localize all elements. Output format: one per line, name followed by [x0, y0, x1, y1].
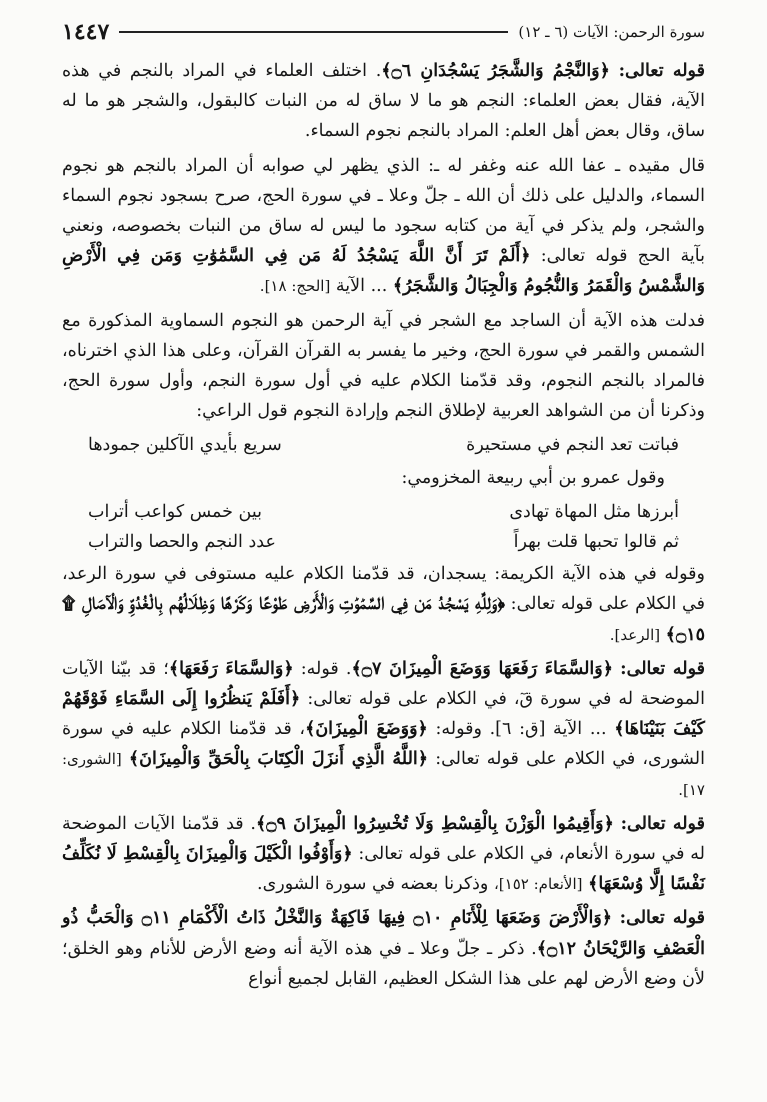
paragraph-4 — [62, 559, 705, 650]
verse-first-hemistich: فباتت تعد النجم في مستحيرة — [466, 435, 679, 456]
verse-first-hemistich: أبرزها مثل المهاة تهادى — [509, 501, 679, 522]
paragraph-text: فدلت هذه الآية أن الساجد مع الشجر في آية الرحمن هو النجوم السماوية المذكورة مع الشمس والقمر في سورة الحج، وخير ما يفسر به القرآن القرآن، وعلى هذا الذي اخترناه، فالمراد بالنجم النجوم، وقد قدّمنا الكلام عليه في أول سورة النجم، وأول سورة الحج، وذكرنا أن من الشواهد العربية لإطلاق النجم وإرادة النجوم قول الراعي: — [62, 310, 705, 422]
ayah-reference: [الحج: ١٨]. — [259, 277, 331, 296]
quran-quote: ﴿وَلِلَّهِ يَسْجُدُ مَن فِي السَّمَٰوَٰتِ وَالْأَرْضِ طَوْعًا وَكَرْهًا وَظِلَالُهُم بِالْغُدُوِّ وَالْآصَالِ ۩ ۝١٥﴾ — [62, 594, 705, 645]
page-number: ١٤٤٧ — [62, 19, 110, 45]
quran-quote: ﴿وَالنَّجْمُ وَالشَّجَرُ يَسْجُدَانِ ۝٦﴾ — [381, 61, 610, 81]
paragraph-text: ؛ قد بيّنا الآيات الموضحة له في سورة قٓ، في الكلام على قوله تعالى: — [62, 658, 705, 710]
quran-quote: ﴿أَفَلَمْ يَنظُرُوا إِلَى السَّمَاءِ فَوْقَهُمْ كَيْفَ بَنَيْنَاهَا﴾ — [62, 689, 705, 740]
paragraph-6 — [62, 809, 705, 900]
ayah-reference: [الأنعام: ١٥٢]، — [493, 875, 583, 894]
paragraph-text: وذكرنا بعضه في سورة الشورى. — [257, 874, 489, 895]
poem-umar-ibn-abi-rabia — [62, 497, 705, 557]
poet-intro-line: وقول عمرو بن أبي ربيعة المخزومي: — [401, 467, 665, 488]
quran-quote: ﴿اللَّهُ الَّذِي أَنزَلَ الْكِتَابَ بِالْحَقِّ وَالْمِيزَانَ﴾ — [128, 749, 429, 770]
ayah-reference: [الرعد]. — [609, 625, 661, 644]
paragraph-5 — [62, 654, 705, 805]
paragraph-text: ... الآية [ق: ٦]. وقوله: — [435, 719, 607, 740]
paragraph-text: . قد قدّمنا الآيات الموضحة له في سورة الأنعام، في الكلام على قوله تعالى: — [62, 813, 705, 865]
quran-quote: ﴿وَأَوْفُوا الْكَيْلَ وَالْمِيزَانَ بِالْقِسْطِ لَا نُكَلِّفُ نَفْسًا إِلَّا وُسْعَهَا﴾ — [62, 844, 705, 895]
paragraph-text: وقوله في هذه الآية الكريمة: يسجدان، قد قدّمنا الكلام عليه مستوفى في سورة الرعد، في الكلام على قوله تعالى: — [62, 564, 705, 615]
quran-quote: ﴿وَالسَّمَاءَ رَفَعَهَا وَوَضَعَ الْمِيزَانَ ۝٧﴾ — [351, 658, 613, 679]
lemma-label: قوله تعالى: — [619, 908, 705, 929]
paragraph-text: . اختلف العلماء في المراد بالنجم في هذه الآية، فقال بعض العلماء: النجم هو ما لا ساق له من النبات كالبقول، والشجر هو ما له ساق، وقال بعض أهل العلم: المراد بالنجم نجوم السماء. — [62, 61, 705, 142]
verse-first-hemistich: ثم قالوا تحبها قلت بهراً — [513, 532, 679, 553]
paragraph-7 — [62, 903, 705, 994]
poem-al-rai — [62, 430, 705, 460]
page-body — [62, 56, 705, 994]
poem-verse — [62, 497, 705, 527]
quran-quote: ﴿وَالْأَرْضَ وَضَعَهَا لِلْأَنَامِ ۝١٠ فِيهَا فَاكِهَةٌ وَالنَّخْلُ ذَاتُ الْأَكْمَامِ ۝١١ وَالْحَبُّ ذُو الْعَصْفِ وَالرَّيْحَانُ ۝١٢﴾ — [62, 908, 705, 959]
quran-quote: ﴿وَأَقِيمُوا الْوَزْنَ بِالْقِسْطِ وَلَا تُخْسِرُوا الْمِيزَانَ ۝٩﴾ — [255, 813, 614, 834]
quran-quote: ﴿وَالسَّمَاءَ رَفَعَهَا﴾ — [168, 658, 294, 679]
paragraph-1 — [62, 56, 705, 147]
lemma-label: قوله تعالى: — [618, 61, 705, 81]
verse-second-hemistich: سريع بأيدي الآكلين جمودها — [88, 435, 282, 456]
lemma-label: قوله تعالى: — [620, 658, 705, 679]
verse-second-hemistich: عدد النجم والحصا والتراب — [88, 532, 276, 553]
paragraph-text: ، قد قدّمنا الكلام عليه في سورة الشورى، في الكلام على قوله تعالى: — [62, 719, 705, 770]
paragraph-text: ... الآية — [335, 276, 388, 297]
ayah-reference: [الشورى: ١٧]. — [62, 750, 705, 799]
paragraph-text: . ذكر ـ جلّ وعلا ـ في هذه الآية أنه وضع الأرض للأنام وهو الخلق؛ لأن وضع الأرض لهم على هذا الشكل العظيم، القابل لجميع أنواع — [62, 938, 705, 989]
header-rule — [119, 31, 508, 33]
lemma-label: قوله تعالى: — [620, 813, 705, 834]
quran-quote: ﴿وَوَضَعَ الْمِيزَانَ﴾ — [305, 719, 428, 740]
verse-second-hemistich: بين خمس كواعب أتراب — [88, 501, 262, 522]
surah-title: سورة الرحمن: الآيات (٦ ـ ١٢) — [518, 23, 705, 41]
paragraph-text: قال مقيده ـ عفا الله عنه وغفر له ـ: الذي يظهر لي صوابه أن المراد بالنجم هو نجوم السماء، والدليل على ذلك أن الله ـ جلّ وعلا ـ في سورة الحج، صرح بسجود نجوم السماء والشجر، ولم يذكر في آية من كتابه سجود ما ليس له ساق من النبات بخصوصه، ونعني بآية الحج قوله تعالى: — [62, 155, 705, 267]
quran-quote: ﴿أَلَمْ تَرَ أَنَّ اللَّهَ يَسْجُدُ لَهُ مَن فِي السَّمَٰوَٰتِ وَمَن فِي الْأَرْضِ وَالشَّمْسُ وَالْقَمَرُ وَالنُّجُومُ وَالْجِبَالُ وَالشَّجَرُ﴾ — [62, 246, 705, 297]
poem-verse — [62, 430, 705, 460]
paragraph-text: . قوله: — [300, 658, 352, 679]
paragraph-2 — [62, 151, 705, 302]
running-header — [62, 14, 705, 50]
paragraph-3 — [62, 306, 705, 427]
poem-verse — [62, 527, 705, 557]
